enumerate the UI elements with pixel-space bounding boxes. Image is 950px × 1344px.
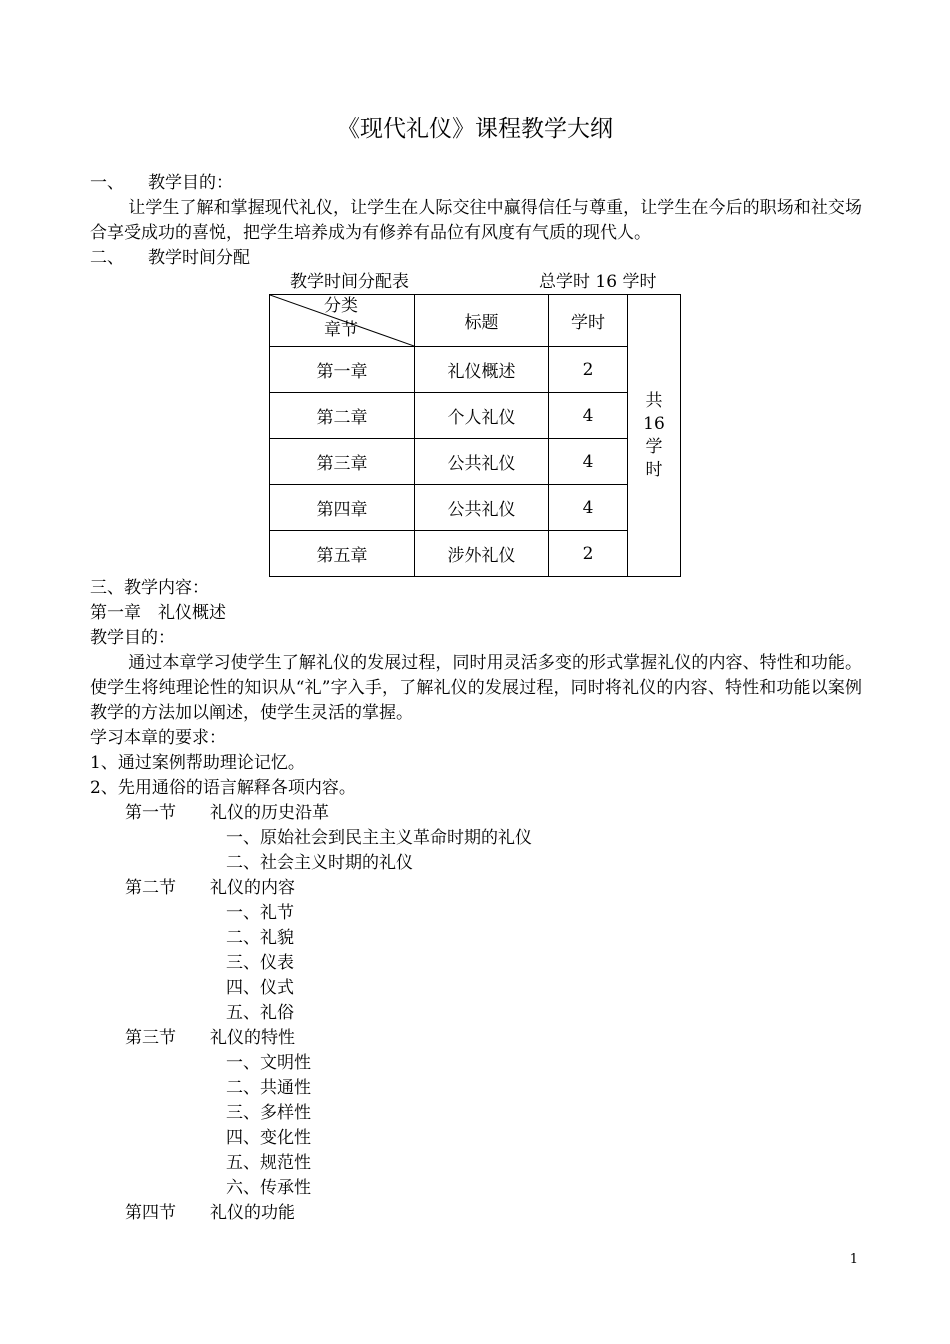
chapter-cell: 第四章 <box>270 485 415 531</box>
outline-item: 二、共通性 <box>226 1078 311 1098</box>
outline-item: 一、文明性 <box>226 1053 311 1073</box>
outline-item: 四、仪式 <box>226 978 294 998</box>
diagonal-header-cell <box>270 295 415 347</box>
outline-item: 五、礼俗 <box>226 1003 294 1023</box>
header-chapter-label: 章节 <box>324 320 358 340</box>
table-row <box>270 439 681 485</box>
total-hours-cell <box>628 295 681 577</box>
header-hours-cell: 学时 <box>549 295 628 347</box>
chapter-cell: 第五章 <box>270 531 415 577</box>
total-char: 学 <box>645 436 663 457</box>
total-char: 共 <box>645 390 663 411</box>
table-row <box>270 531 681 577</box>
section-name: 礼仪的历史沿革 <box>210 803 329 823</box>
section-number: 第三节 <box>125 1028 176 1048</box>
section-number: 第一节 <box>125 803 176 823</box>
section-1-number: 一、 <box>90 173 124 193</box>
outline-item: 三、仪表 <box>226 953 294 973</box>
title-cell: 个人礼仪 <box>415 393 549 439</box>
section-number: 第四节 <box>125 1203 176 1223</box>
title-cell: 涉外礼仪 <box>415 531 549 577</box>
outline-item: 二、礼貌 <box>226 928 294 948</box>
total-char: 16 <box>643 413 665 434</box>
title-cell: 公共礼仪 <box>415 439 549 485</box>
outline-item: 一、礼节 <box>226 903 294 923</box>
outline-item: 四、变化性 <box>226 1128 311 1148</box>
hours-cell: 2 <box>549 347 628 393</box>
section-2-heading: 教学时间分配 <box>148 248 250 268</box>
section-3-heading: 三、教学内容： <box>90 578 209 598</box>
time-allocation-table <box>269 294 681 577</box>
section-name: 礼仪的内容 <box>210 878 295 898</box>
chapter-1-heading: 第一章 礼仪概述 <box>90 603 226 623</box>
teaching-goal-label: 教学目的： <box>90 628 175 648</box>
title-cell: 礼仪概述 <box>415 347 549 393</box>
page-number: 1 <box>849 1252 858 1267</box>
hours-cell: 2 <box>549 531 628 577</box>
chapter-cell: 第一章 <box>270 347 415 393</box>
section-number: 第二节 <box>125 878 176 898</box>
requirement-item: 2、先用通俗的语言解释各项内容。 <box>90 778 356 798</box>
table-row <box>270 393 681 439</box>
table-caption: 教学时间分配表 <box>290 272 409 292</box>
hours-cell: 4 <box>549 393 628 439</box>
section-name: 礼仪的特性 <box>210 1028 295 1048</box>
section-name: 礼仪的功能 <box>210 1203 295 1223</box>
section-1-paragraph: 让学生了解和掌握现代礼仪，让学生在人际交往中赢得信任与尊重，让学生在今后的职场和社交场合享受成功的喜悦，把学生培养成为有修养有品位有风度有气质的现代人。 <box>90 198 862 243</box>
requirement-item: 1、通过案例帮助理论记忆。 <box>90 753 305 773</box>
outline-item: 一、原始社会到民主主义革命时期的礼仪 <box>226 828 532 848</box>
table-row <box>270 347 681 393</box>
requirements-label: 学习本章的要求： <box>90 728 226 748</box>
hours-cell: 4 <box>549 439 628 485</box>
chapter-cell: 第二章 <box>270 393 415 439</box>
total-char: 时 <box>645 459 663 480</box>
table-header-row <box>270 295 681 347</box>
hours-cell: 4 <box>549 485 628 531</box>
table-row <box>270 485 681 531</box>
section-2-number: 二、 <box>90 248 124 268</box>
header-category-label: 分类 <box>324 296 358 316</box>
chapter-cell: 第三章 <box>270 439 415 485</box>
outline-item: 五、规范性 <box>226 1153 311 1173</box>
outline-item: 三、多样性 <box>226 1103 311 1123</box>
teaching-goal-paragraph: 通过本章学习使学生了解礼仪的发展过程，同时用灵活多变的形式掌握礼仪的内容、特性和功能。使学生将纯理论性的知识从“礼”字入手，了解礼仪的发展过程，同时将礼仪的内容、特性和功能以案例教学的方法加以阐述，使学生灵活的掌握。 <box>90 653 862 723</box>
section-1-heading: 教学目的： <box>148 173 233 193</box>
outline-item: 六、传承性 <box>226 1178 311 1198</box>
table-total-hours-caption: 总学时 16 学时 <box>539 272 657 292</box>
outline-item: 二、社会主义时期的礼仪 <box>226 853 413 873</box>
title-cell: 公共礼仪 <box>415 485 549 531</box>
header-title-cell: 标题 <box>415 295 549 347</box>
document-title: 《现代礼仪》课程教学大纲 <box>337 116 613 142</box>
